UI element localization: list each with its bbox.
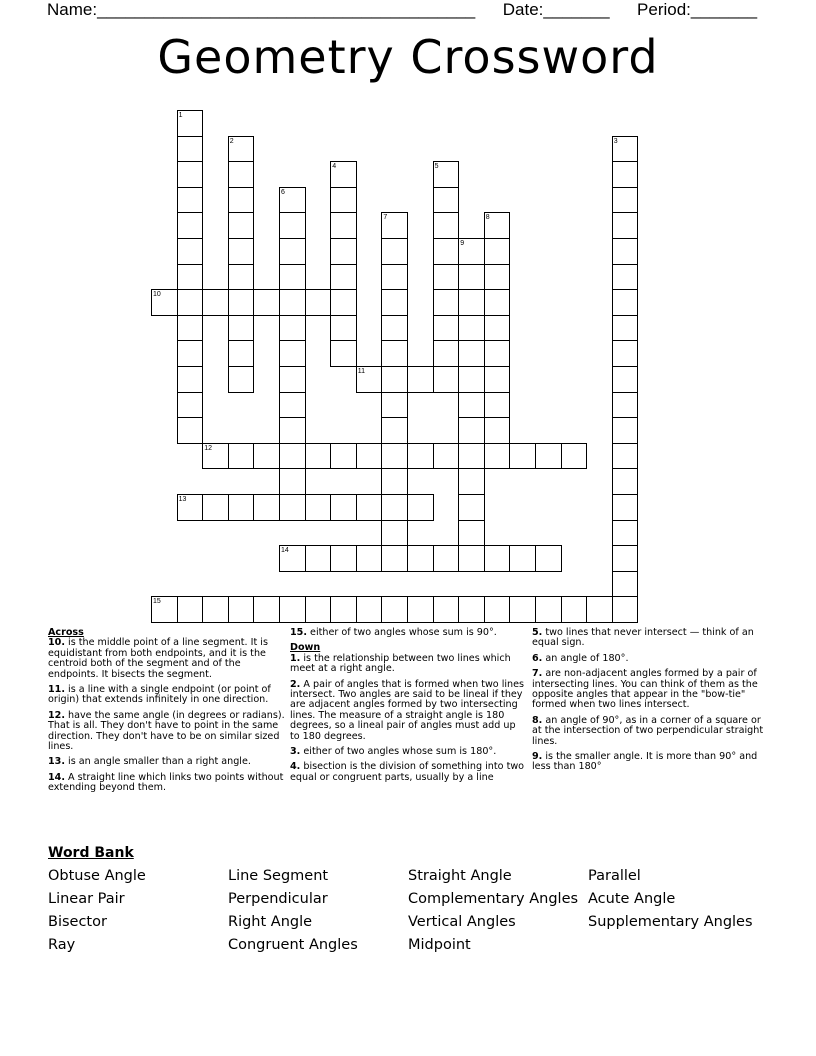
across-header: Across — [48, 627, 84, 638]
grid-cell[interactable] — [279, 417, 306, 444]
grid-cell[interactable] — [561, 443, 588, 470]
grid-cell[interactable] — [381, 520, 408, 547]
clues-column-1 — [48, 628, 286, 799]
grid-cell[interactable] — [279, 443, 306, 470]
grid-cell[interactable] — [330, 443, 357, 470]
grid-cell[interactable] — [279, 596, 306, 623]
page-title: Geometry Crossword — [157, 30, 659, 84]
grid-cell[interactable] — [612, 136, 639, 163]
clue-number-label: 13 — [178, 496, 187, 503]
grid-cell[interactable] — [253, 443, 280, 470]
grid-cell[interactable] — [177, 161, 204, 188]
word-bank — [48, 866, 788, 956]
grid-cell[interactable] — [612, 340, 639, 367]
grid-cell[interactable] — [279, 264, 306, 291]
grid-cell[interactable] — [330, 238, 357, 265]
grid-cell[interactable] — [279, 289, 306, 316]
clue-number-label: 8 — [485, 214, 490, 222]
grid-cell[interactable] — [433, 289, 460, 316]
grid-cell[interactable] — [484, 238, 511, 265]
word-bank-title: Word Bank — [48, 845, 134, 861]
grid-cell[interactable] — [535, 596, 562, 623]
grid-cell[interactable] — [151, 596, 178, 623]
word-bank-item: Complementary Angles — [408, 891, 579, 907]
grid-cell[interactable] — [612, 545, 639, 572]
grid-cell[interactable] — [433, 161, 460, 188]
grid-cell[interactable] — [433, 212, 460, 239]
grid-cell[interactable] — [356, 443, 383, 470]
clue-across-15: 15. either of two angles whose sum is 90°. — [290, 627, 497, 638]
clue-number-label: 11 — [357, 368, 366, 375]
word-bank-item: Ray — [48, 937, 76, 953]
grid-cell[interactable] — [407, 366, 434, 393]
grid-cell[interactable] — [330, 289, 357, 316]
word-bank-item: Parallel — [588, 868, 641, 884]
grid-cell[interactable] — [458, 596, 485, 623]
grid-cell[interactable] — [305, 596, 332, 623]
clue-across-10: 10. is the middle point of a line segment. It is equidistant from both endpoints, and it is the centroid both of the segment and of the endpoints. It bisects the segment. — [48, 637, 268, 680]
grid-cell[interactable] — [177, 494, 204, 521]
grid-cell[interactable] — [381, 494, 408, 521]
grid-cell[interactable] — [228, 136, 255, 163]
grid-cell[interactable] — [433, 596, 460, 623]
grid-cell[interactable] — [433, 366, 460, 393]
date-label: Date: — [502, 0, 544, 19]
grid-cell[interactable] — [612, 212, 639, 239]
grid-cell[interactable] — [305, 494, 332, 521]
grid-cell[interactable] — [433, 443, 460, 470]
grid-cell[interactable] — [279, 545, 306, 572]
clue-number-label: 3 — [613, 137, 618, 145]
grid-cell[interactable] — [484, 545, 511, 572]
grid-cell[interactable] — [612, 289, 639, 316]
clue-number-label: 14 — [281, 547, 289, 555]
grid-cell[interactable] — [228, 238, 255, 265]
grid-cell[interactable] — [177, 187, 204, 214]
grid-cell[interactable] — [356, 545, 383, 572]
clue-across-12: 12. have the same angle (in degrees or radians). That is all. They don't have to point in the same direction. They don't have to be on similar sized lines. — [48, 709, 285, 753]
grid-cell[interactable] — [407, 545, 434, 572]
grid-cell[interactable] — [279, 315, 306, 342]
grid-cell[interactable] — [202, 494, 229, 521]
grid-cell[interactable] — [612, 366, 639, 393]
grid-cell[interactable] — [458, 366, 485, 393]
grid-cell[interactable] — [177, 596, 204, 623]
clue-down-6: 6. an angle of 180°. — [532, 652, 629, 664]
grid-cell[interactable] — [612, 443, 639, 470]
grid-cell[interactable] — [433, 545, 460, 572]
grid-cell[interactable] — [330, 494, 357, 521]
grid-cell[interactable] — [381, 212, 408, 239]
grid-cell[interactable] — [612, 417, 639, 444]
grid-cell[interactable] — [433, 187, 460, 214]
grid-cell[interactable] — [330, 161, 357, 188]
grid-cell[interactable] — [177, 212, 204, 239]
grid-cell[interactable] — [202, 596, 229, 623]
clue-across-13: 13. is an angle smaller than a right angle. — [48, 756, 251, 768]
grid-cell[interactable] — [177, 366, 204, 393]
grid-cell[interactable] — [458, 417, 485, 444]
word-bank-item: Line Segment — [228, 868, 329, 884]
grid-cell[interactable] — [279, 212, 306, 239]
grid-cell[interactable] — [330, 212, 357, 239]
grid-cell[interactable] — [458, 392, 485, 419]
word-bank-item: Congruent Angles — [228, 937, 358, 953]
grid-cell[interactable] — [253, 596, 280, 623]
clue-number-label: 1 — [178, 112, 183, 119]
clue-number-label: 6 — [281, 188, 285, 196]
grid-cell[interactable] — [381, 366, 408, 393]
grid-cell[interactable] — [484, 315, 511, 342]
grid-cell[interactable] — [381, 545, 408, 572]
grid-cell[interactable] — [177, 392, 204, 419]
grid-cell[interactable] — [330, 596, 357, 623]
grid-cell[interactable] — [612, 596, 639, 623]
grid-cell[interactable] — [279, 340, 306, 367]
clue-down-7: 7. are non-adjacent angles formed by a pair of intersecting lines. You can think of them as the opposite angles that appear in the "bow-tie" formed when two lines intersect. — [532, 668, 758, 711]
grid-cell[interactable] — [330, 187, 357, 214]
grid-cell[interactable] — [484, 417, 511, 444]
grid-cell[interactable] — [228, 315, 255, 342]
grid-cell[interactable] — [279, 392, 306, 419]
grid-cell[interactable] — [433, 315, 460, 342]
grid-cell[interactable] — [356, 366, 383, 393]
grid-cell[interactable] — [458, 443, 485, 470]
grid-cell[interactable] — [381, 238, 408, 265]
grid-cell[interactable] — [535, 443, 562, 470]
clues-column-2 — [290, 628, 526, 788]
word-bank-item: Midpoint — [408, 937, 471, 953]
grid-cell[interactable] — [356, 596, 383, 623]
grid-cell[interactable] — [177, 340, 204, 367]
grid-cell[interactable] — [177, 289, 204, 316]
clue-down-9: 9. is the smaller angle. It is more than 90° and less than 180° — [532, 751, 758, 773]
grid-cell[interactable] — [228, 366, 255, 393]
grid-cell[interactable] — [433, 340, 460, 367]
grid-cell[interactable] — [458, 340, 485, 367]
grid-cell[interactable] — [228, 264, 255, 291]
clue-across-11: 11. is a line with a single endpoint (or point of origin) that extends infinitely in one direction. — [48, 684, 271, 706]
grid-cell[interactable] — [612, 315, 639, 342]
word-bank-item: Straight Angle — [408, 868, 512, 884]
grid-cell[interactable] — [561, 596, 588, 623]
grid-cell[interactable] — [407, 596, 434, 623]
grid-cell[interactable] — [381, 468, 408, 495]
grid-cell[interactable] — [279, 366, 306, 393]
down-header: Down — [290, 642, 321, 654]
grid-cell[interactable] — [612, 392, 639, 419]
grid-cell[interactable] — [484, 596, 511, 623]
grid-cell[interactable] — [484, 340, 511, 367]
grid-cell[interactable] — [228, 161, 255, 188]
grid-cell[interactable] — [458, 468, 485, 495]
grid-cell[interactable] — [279, 494, 306, 521]
grid-cell[interactable] — [407, 443, 434, 470]
grid-cell[interactable] — [381, 289, 408, 316]
clue-number-label: 15 — [153, 598, 161, 606]
grid-cell[interactable] — [228, 494, 255, 521]
grid-cell[interactable] — [279, 187, 306, 214]
clue-number-label: 7 — [383, 214, 388, 222]
grid-cell[interactable] — [228, 340, 255, 367]
grid-cell[interactable] — [381, 264, 408, 291]
grid-cell[interactable] — [330, 545, 357, 572]
word-bank-item: Obtuse Angle — [48, 868, 146, 884]
grid-cell[interactable] — [279, 238, 306, 265]
grid-cell[interactable] — [484, 212, 511, 239]
grid-cell[interactable] — [305, 289, 332, 316]
period-line[interactable]: _______ — [690, 0, 758, 19]
clue-number-label: 2 — [229, 137, 234, 145]
student-info-header — [47, 0, 757, 20]
period-label: Period: — [637, 0, 691, 19]
grid-cell[interactable] — [458, 289, 485, 316]
clue-number-label: 9 — [460, 240, 465, 247]
grid-cell[interactable] — [612, 264, 639, 291]
grid-cell[interactable] — [458, 494, 485, 521]
grid-cell[interactable] — [330, 315, 357, 342]
grid-cell[interactable] — [330, 340, 357, 367]
grid-cell[interactable] — [484, 289, 511, 316]
word-bank-item: Supplementary Angles — [588, 914, 753, 930]
word-bank-item: Perpendicular — [228, 891, 328, 907]
grid-cell[interactable] — [458, 520, 485, 547]
grid-cell[interactable] — [484, 443, 511, 470]
grid-cell[interactable] — [305, 545, 332, 572]
grid-cell[interactable] — [484, 366, 511, 393]
clue-number-label: 4 — [332, 163, 337, 171]
grid-cell[interactable] — [458, 315, 485, 342]
word-bank-item: Vertical Angles — [408, 914, 516, 930]
grid-cell[interactable] — [228, 187, 255, 214]
clue-number-label: 10 — [153, 291, 161, 299]
word-bank-item: Acute Angle — [588, 891, 676, 907]
grid-cell[interactable] — [535, 545, 562, 572]
grid-cell[interactable] — [612, 494, 639, 521]
grid-cell[interactable] — [202, 443, 229, 470]
grid-cell[interactable] — [433, 238, 460, 265]
clue-number-label: 5 — [434, 163, 439, 171]
grid-cell[interactable] — [177, 417, 204, 444]
grid-cell[interactable] — [484, 392, 511, 419]
grid-cell[interactable] — [612, 571, 639, 598]
clue-number-label: 12 — [204, 444, 212, 452]
grid-cell[interactable] — [458, 264, 485, 291]
grid-cell[interactable] — [407, 494, 434, 521]
grid-cell[interactable] — [228, 596, 255, 623]
grid-cell[interactable] — [509, 443, 536, 470]
clue-down-8: 8. an angle of 90°, as in a corner of a square or at the intersection of two perpendicular straight lines. — [532, 714, 764, 747]
clue-across-14: 14. A straight line which links two points without extending beyond them. — [48, 771, 284, 794]
grid-cell[interactable] — [177, 136, 204, 163]
grid-cell[interactable] — [228, 212, 255, 239]
grid-cell[interactable] — [253, 289, 280, 316]
date-line[interactable]: _______ — [543, 0, 610, 19]
grid-cell[interactable] — [253, 494, 280, 521]
word-bank-item: Bisector — [48, 914, 107, 930]
clue-down-2: 2. A pair of angles that is formed when two lines intersect. Two angles are said to be lineal if they are adjacent angles formed by two intersecting lines. The measure of a straight angle is 180 degrees, so a lineal pair of angles must add up to 180 degrees. — [290, 678, 525, 742]
name-label: Name: — [47, 0, 98, 19]
clue-down-5: 5. two lines that never intersect — think of an equal sign. — [532, 627, 754, 649]
grid-cell[interactable] — [458, 545, 485, 572]
grid-cell[interactable] — [151, 289, 178, 316]
grid-cell[interactable] — [484, 264, 511, 291]
grid-cell[interactable] — [433, 264, 460, 291]
grid-cell[interactable] — [612, 187, 639, 214]
grid-cell[interactable] — [228, 443, 255, 470]
grid-cell[interactable] — [330, 264, 357, 291]
grid-cell[interactable] — [612, 161, 639, 188]
grid-cell[interactable] — [586, 596, 613, 623]
grid-cell[interactable] — [381, 392, 408, 419]
grid-cell[interactable] — [458, 238, 485, 265]
grid-cell[interactable] — [202, 289, 229, 316]
clues-column-3 — [532, 628, 768, 778]
grid-cell[interactable] — [612, 468, 639, 495]
grid-cell[interactable] — [305, 443, 332, 470]
grid-cell[interactable] — [381, 340, 408, 367]
grid-cell[interactable] — [509, 545, 536, 572]
word-bank-item: Linear Pair — [48, 891, 125, 907]
clue-down-3: 3. either of two angles whose sum is 180°. — [290, 746, 497, 758]
grid-cell[interactable] — [381, 596, 408, 623]
grid-cell[interactable] — [177, 238, 204, 265]
grid-cell[interactable] — [279, 468, 306, 495]
name-line[interactable]: ________________________________________ — [97, 0, 476, 19]
word-bank-item: Right Angle — [228, 914, 313, 930]
grid-cell[interactable] — [381, 443, 408, 470]
grid-cell[interactable] — [612, 520, 639, 547]
grid-cell[interactable] — [381, 315, 408, 342]
grid-cell[interactable] — [356, 494, 383, 521]
grid-cell[interactable] — [177, 110, 204, 137]
clue-down-1: 1. is the relationship between two lines which meet at a right angle. — [290, 652, 511, 675]
grid-cell[interactable] — [509, 596, 536, 623]
grid-cell[interactable] — [177, 315, 204, 342]
grid-cell[interactable] — [228, 289, 255, 316]
grid-cell[interactable] — [177, 264, 204, 291]
clue-down-4: 4. bisection is the division of something into two equal or congruent parts, usually by a line — [290, 761, 525, 783]
grid-cell[interactable] — [381, 417, 408, 444]
grid-cell[interactable] — [612, 238, 639, 265]
